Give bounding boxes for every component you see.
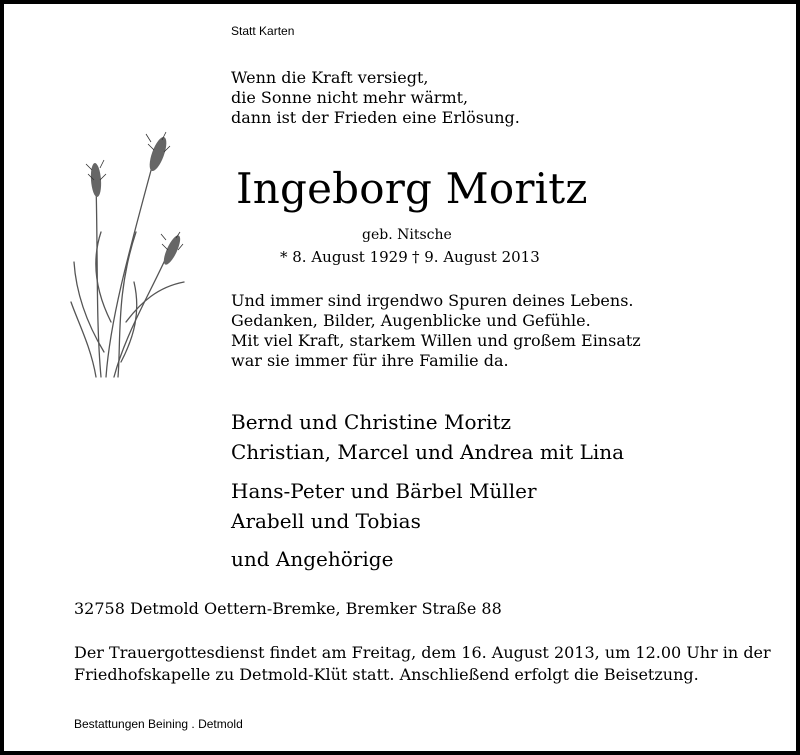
family-line: Arabell und Tobias bbox=[231, 509, 421, 533]
address: 32758 Detmold Oettern-Bremke, Bremker Straße 88 bbox=[74, 599, 502, 618]
family-group-2 bbox=[231, 476, 537, 536]
family-line: Bernd und Christine Moritz bbox=[231, 410, 512, 434]
family-group-1 bbox=[231, 407, 624, 467]
poem-line: dann ist der Frieden eine Erlösung. bbox=[231, 108, 520, 127]
memory-line: Mit viel Kraft, starkem Willen und großem Einsatz bbox=[231, 331, 641, 350]
service-line: Friedhofskapelle zu Detmold-Klüt statt. Anschließend erfolgt die Beisetzung. bbox=[74, 665, 699, 684]
poem-line: die Sonne nicht mehr wärmt, bbox=[231, 88, 469, 107]
birth-name: geb. Nitsche bbox=[362, 227, 452, 243]
memory-line: Gedanken, Bilder, Augenblicke und Gefühle. bbox=[231, 311, 591, 330]
poem bbox=[231, 68, 520, 128]
memory-text bbox=[231, 291, 641, 371]
wheat-icon bbox=[66, 122, 196, 387]
header-note: Statt Karten bbox=[231, 24, 295, 38]
memory-line: war sie immer für ihre Familie da. bbox=[231, 351, 509, 370]
family-group-3: und Angehörige bbox=[231, 547, 394, 571]
service-info bbox=[74, 642, 771, 686]
family-line: Hans-Peter und Bärbel Müller bbox=[231, 479, 537, 503]
poem-line: Wenn die Kraft versiegt, bbox=[231, 68, 429, 87]
deceased-name: Ingeborg Moritz bbox=[236, 164, 588, 213]
birth-date: * 8. August 1929 bbox=[280, 248, 408, 266]
death-date: † 9. August 2013 bbox=[412, 248, 540, 266]
family-line: Christian, Marcel und Andrea mit Lina bbox=[231, 440, 625, 464]
memory-line: Und immer sind irgendwo Spuren deines Lebens. bbox=[231, 291, 634, 310]
service-line: Der Trauergottesdienst findet am Freitag, dem 16. August 2013, um 12.00 Uhr in der bbox=[74, 643, 771, 662]
undertaker: Bestattungen Beining . Detmold bbox=[74, 717, 243, 731]
